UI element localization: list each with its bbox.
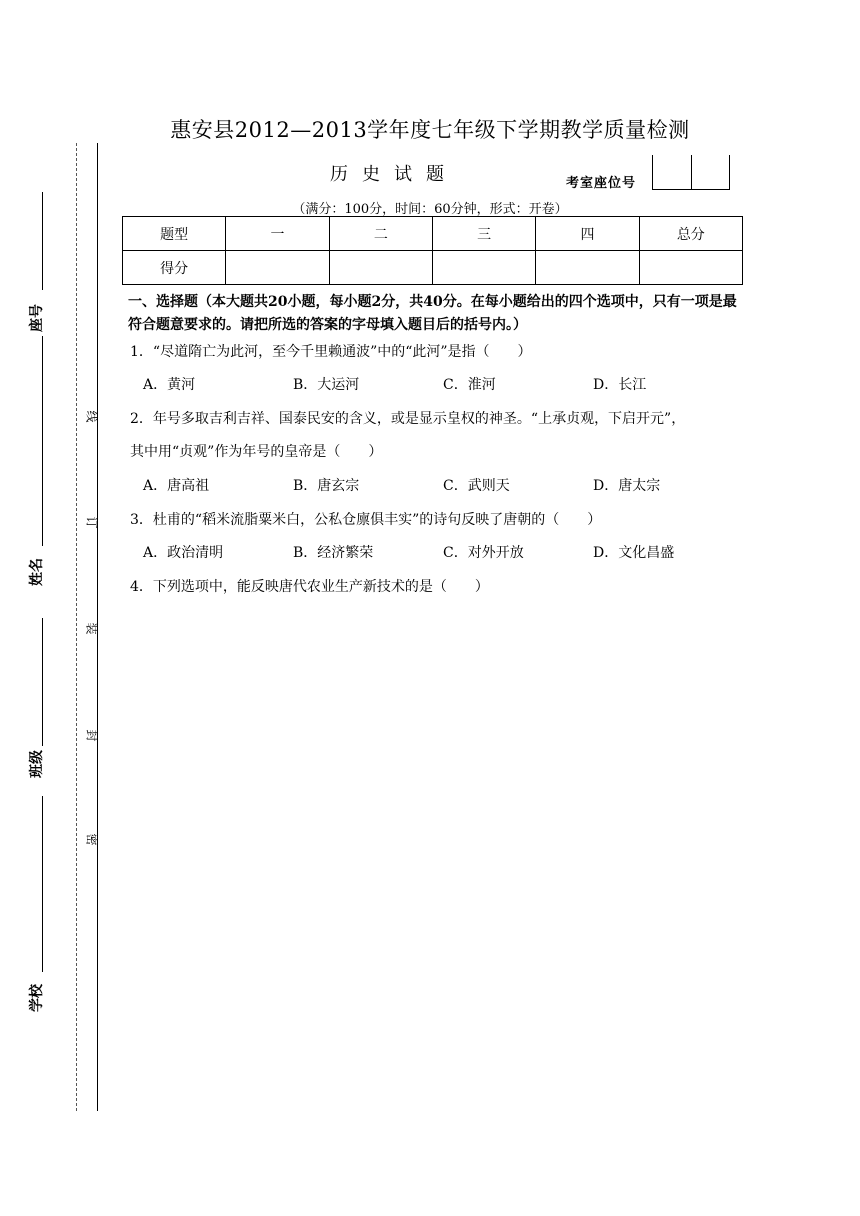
table-cell: 题型 (123, 217, 226, 251)
margin-char-xian: 线 (84, 410, 99, 423)
seat-number-caption: 考室座位号 (566, 176, 637, 191)
score-cell[interactable] (639, 251, 742, 285)
option[interactable]: A．唐高祖 (143, 478, 210, 494)
section-heading: 一、选择题（本大题共20小题，每小题2分，共40分。在每小题给出的四个选项中，只有一项是最符合题意要求的。请把所选的答案的字母填入题目后的括号内。） (128, 294, 737, 333)
option[interactable]: B．经济繁荣 (293, 545, 374, 561)
option[interactable]: C．对外开放 (443, 545, 524, 561)
score-table (122, 216, 743, 285)
question-3: 3．杜甫的“稻米流脂粟米白，公私仓廪俱丰实”的诗句反映了唐朝的（ ） (130, 512, 602, 528)
option[interactable]: B．唐玄宗 (293, 478, 360, 494)
question-4: 4．下列选项中，能反映唐代农业生产新技术的是（ ） (130, 579, 489, 595)
question-2-line-2: 其中用“贞观”作为年号的皇帝是（ ） (130, 444, 383, 460)
seat-number-label: 座号 (29, 304, 45, 332)
option[interactable]: D．长江 (593, 377, 647, 393)
question-1: 1．“尽道隋亡为此河，至今千里赖通波”中的“此河”是指（ ） (130, 344, 532, 360)
score-cell[interactable] (226, 251, 329, 285)
exam-meta: （满分：100分，时间：60分钟，形式：开卷） (292, 202, 568, 217)
score-cell[interactable] (536, 251, 639, 285)
margin-char-ding: 订 (84, 516, 99, 529)
binding-dotted-line (76, 143, 77, 1111)
option[interactable]: C．淮河 (443, 377, 496, 393)
question-2-line-1: 2．年号多取吉利吉祥、国泰民安的含义，或是显示皇权的神圣。“上承贞观，下启开元”， (130, 411, 686, 427)
question-2-options (143, 475, 743, 495)
question-3-options (143, 542, 743, 562)
margin-char-feng: 封 (84, 729, 99, 742)
option[interactable]: A．政治清明 (143, 545, 224, 561)
exam-title: 惠安县2012—2013学年度七年级下学期教学质量检测 (170, 118, 690, 142)
score-table-header-row (123, 217, 743, 251)
class-label: 班级 (29, 750, 45, 778)
seat-number-box[interactable] (652, 155, 730, 190)
question-1-options (143, 374, 743, 394)
school-label: 学校 (29, 984, 45, 1012)
option[interactable]: D．文化昌盛 (593, 545, 675, 561)
table-cell: 三 (432, 217, 535, 251)
name-label: 姓名 (29, 558, 45, 586)
table-cell: 得分 (123, 251, 226, 285)
table-cell: 二 (329, 217, 432, 251)
margin-char-zhuang: 装 (84, 622, 99, 635)
name-line[interactable] (42, 336, 43, 546)
option[interactable]: C．武则天 (443, 478, 510, 494)
score-cell[interactable] (432, 251, 535, 285)
school-line[interactable] (42, 796, 43, 972)
score-cell[interactable] (329, 251, 432, 285)
option[interactable]: B．大运河 (293, 377, 360, 393)
table-cell: 总分 (639, 217, 742, 251)
option[interactable]: A．黄河 (143, 377, 196, 393)
option[interactable]: D．唐太宗 (593, 478, 661, 494)
class-line[interactable] (42, 618, 43, 746)
subject-title: 历史试题 (330, 164, 458, 185)
margin-char-mi: 密 (84, 833, 99, 846)
table-cell: 四 (536, 217, 639, 251)
table-cell: 一 (226, 217, 329, 251)
score-table-score-row (123, 251, 743, 285)
